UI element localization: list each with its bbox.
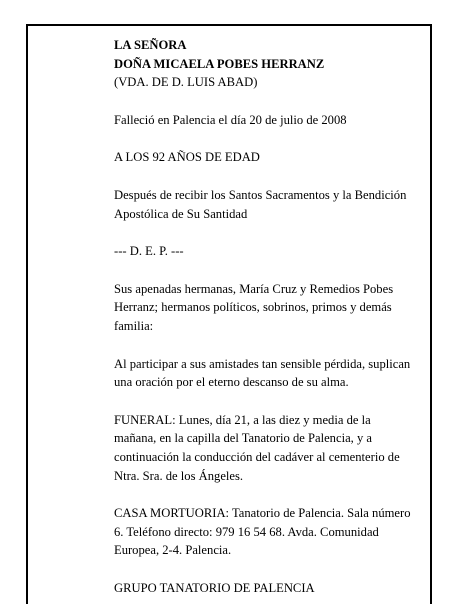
request-paragraph: Al participar a sus amistades tan sensible pérdida, suplican una oración por el eterno descanso de su alma. [114,356,411,390]
deceased-heading [114,36,414,92]
death-info: Falleció en Palencia el día 20 de julio de 2008 [114,112,347,127]
funeral-paragraph: FUNERAL: Lunes, día 21, a las diez y media de la mañana, en la capilla del Tanatorio de Palencia, y a continuación la conducción del cadáver al cementerio de Ntra. Sra. de los Ángeles. [114,412,400,483]
widow-of: (VDA. DE D. LUIS ABAD) [114,75,258,90]
rip-line: --- D. E. P. --- [114,244,184,259]
deceased-name: DOÑA MICAELA POBES HERRANZ [114,56,325,71]
family-paragraph: Sus apenadas hermanas, María Cruz y Remedios Pobes Herranz; hermanos políticos, sobrinos, primos y demás familia: [114,281,394,333]
age-line: A LOS 92 AÑOS DE EDAD [114,150,260,165]
title-line-1: LA SEÑORA [114,38,187,52]
sacraments-paragraph: Después de recibir los Santos Sacramentos y la Bendición Apostólica de Su Santidad [114,187,407,221]
death-notice [114,36,414,616]
mortuary-paragraph: CASA MORTUORIA: Tanatorio de Palencia. Sala número 6. Teléfono directo: 979 16 54 68. Avda. Comunidad Europea, 2-4. Palencia. [114,506,411,558]
signature-line: GRUPO TANATORIO DE PALENCIA [114,580,315,595]
